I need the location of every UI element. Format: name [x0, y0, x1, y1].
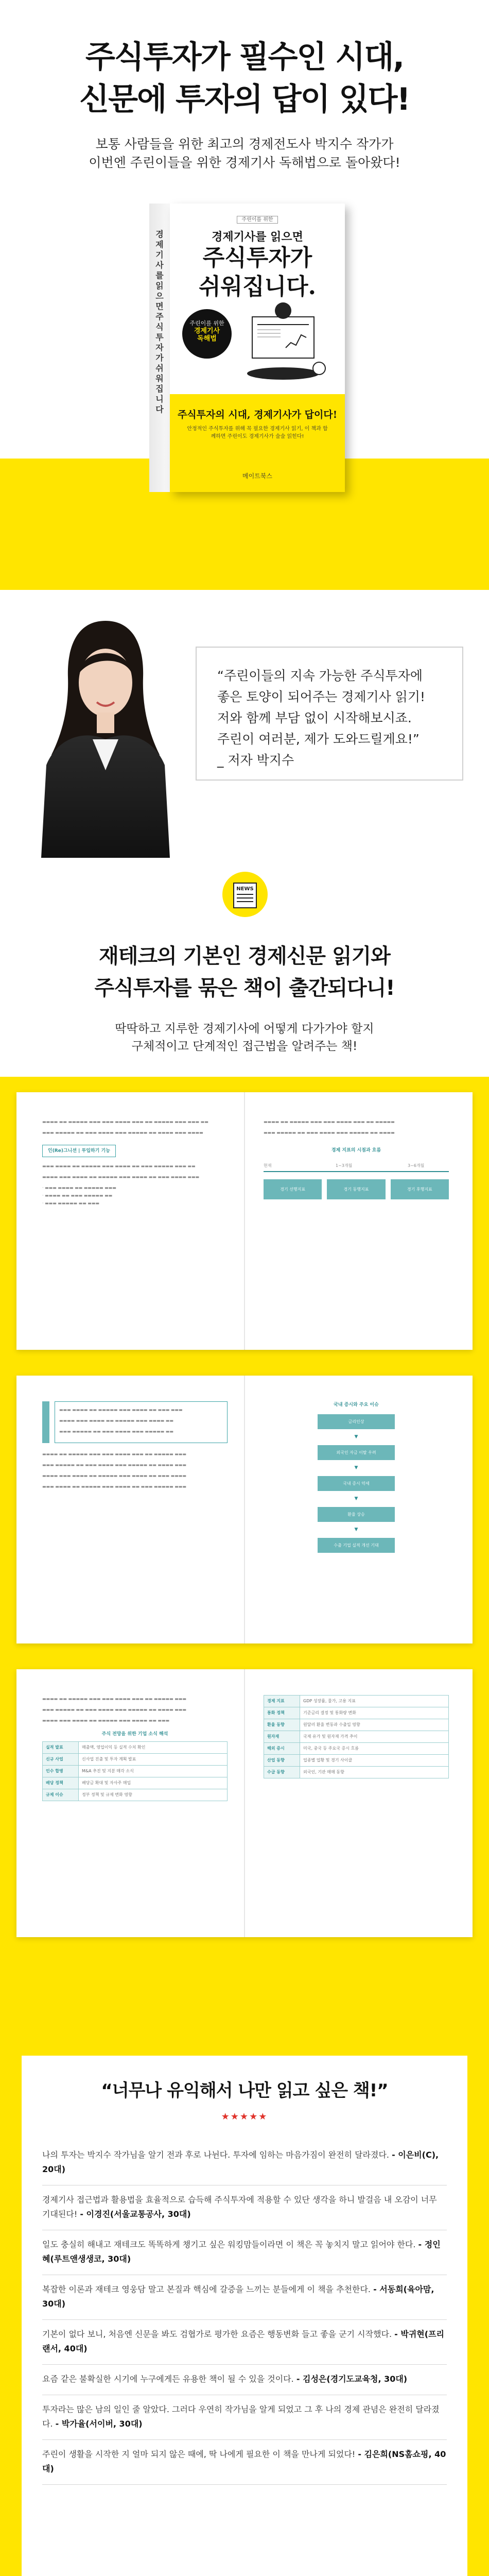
book-big-title [170, 244, 345, 301]
book-front [170, 204, 345, 492]
spread-page-text: ▬▬▬▬ ▬▬ ▬▬▬▬▬ ▬▬▬ ▬▬▬ ▬▬▬▬ ▬▬▬ ▬▬ ▬▬▬▬▬ ▬▬▬ ▬▬▬ ▬▬ ▬▬▬ ▬▬▬▬▬ ▬▬ ▬▬▬ ▬▬▬▬ ▬▬▬ ▬▬▬▬▬ ▬▬ ▬▬▬▬ ▬▬▬ ▬▬▬▬ 인(Re)그니션 | 투입하기 기능 ▬▬▬ ▬▬▬▬ ▬▬ ▬▬▬▬▬ ▬▬▬ ▬▬▬▬ ▬▬ ▬▬▬ ▬▬▬▬▬ ▬▬▬ ▬▬ ▬▬▬▬ ▬▬▬ ▬▬▬▬ ▬▬ ▬▬▬▬▬ ▬▬▬ ▬▬▬▬ ▬▬ ▬▬▬ ▬▬▬▬ ▬▬▬ · ▬▬▬ ▬▬▬▬ ▬▬ ▬▬▬▬▬ ▬▬▬ · ▬▬▬▬ ▬▬ ▬▬▬ ▬▬▬▬▬ ▬▬ · ▬▬▬ ▬▬▬▬▬ ▬▬ ▬▬▬ [42, 1120, 208, 1206]
review-author: - 김성은(경기도교육청, 30대) [296, 2374, 408, 2384]
flow-step: 금리인상 [318, 1414, 395, 1429]
table-row: 해외 증시 미국, 중국 등 주요국 증시 흐름 [264, 1743, 449, 1755]
book-series-label: 주린이를 위한 [237, 216, 277, 224]
spread-3-table-right [264, 1695, 449, 1778]
down-arrow-icon: ▼ [354, 1465, 358, 1470]
book-cover-image [149, 204, 345, 492]
badge-line: 독해법 [197, 335, 217, 343]
table-row: 배당 정책 배당금 확대 및 자사주 매입 [43, 1777, 228, 1789]
review-item: 경제기사 접근법과 활용법을 효율적으로 습득해 주식투자에 적용할 수 있단 생각을 하니 발걸음 내 오감이 너무 기대된다! - 이경진(서울교통공사, 30대) [42, 2185, 447, 2230]
book-spine-text: 경제기사를 읽으면 주식투자가 쉬워집니다 [155, 229, 164, 414]
table-row: 산업 동향 업종별 업황 및 경기 사이클 [264, 1755, 449, 1767]
book-big-title-line: 주식투자가 [202, 245, 312, 271]
review-author: - 이은비(C), 20대) [42, 2150, 439, 2174]
author-signature: _ 저자 박지수 [217, 753, 294, 768]
review-item: 일도 충실히 해내고 재테크도 똑똑하게 챙기고 싶은 워킹맘들이라면 이 책은 꼭 놓치지 말고 읽어야 한다. - 정인혜(루트앤생생코, 30대) [42, 2230, 447, 2275]
down-arrow-icon: ▼ [354, 1527, 358, 1532]
spread-page-table: ▬▬▬▬ ▬▬ ▬▬▬▬▬ ▬▬▬ ▬▬▬ ▬▬▬▬ ▬▬▬ ▬▬ ▬▬▬▬▬ ▬▬▬ ▬▬▬ ▬▬▬▬▬ ▬▬ ▬▬▬ ▬▬▬▬ ▬▬▬ ▬▬▬▬▬ ▬▬ ▬▬▬▬ ▬▬▬ ▬▬▬▬ ▬▬▬ ▬▬▬▬ ▬▬ ▬▬▬▬▬ ▬▬▬ ▬▬▬▬ ▬▬ ▬▬▬ 주식 전망을 위한 기업 소식 해석 실적 발표 매출액, 영업이익 등 실적 수치 확인 신규 사업 신사업 진출 및 투자 계획 발표 인수 합병 M&A 추진 및 지분 매각 소식 배당 정책 배당금 확대 및 자사주 매입 규제 이슈 정부 정책 및 규제 변화 영향 [42, 1695, 228, 1801]
review-author: - 이경진(서울교통공사, 30대) [80, 2209, 191, 2219]
review-list [42, 2141, 447, 2485]
timeline-label: 현재 [264, 1163, 272, 1168]
star-rating-icon: ★★★★★ [221, 2111, 268, 2122]
down-arrow-icon: ▼ [354, 1496, 358, 1501]
review-item: 복잡한 이론과 재테크 영웅담 말고 본질과 핵심에 갈증을 느끼는 분들에게 이 책을 추천한다. - 서동희(육아맘, 30대) [42, 2275, 447, 2320]
review-author: - 김은희(NS홈쇼핑, 40대) [42, 2449, 446, 2473]
down-arrow-icon: ▼ [354, 1434, 358, 1439]
hero-section [0, 0, 489, 590]
book-spread-3 [16, 1669, 473, 1937]
intro-title [0, 940, 489, 1004]
book-band-title: 주식투자의 시대, 경제기사가 답이다! [177, 409, 338, 420]
book-spread-2 [16, 1376, 473, 1643]
book-big-title-line: 쉬워집니다. [199, 274, 316, 300]
timeline-label: 3~6개월 [408, 1163, 425, 1168]
spread-1-chart-title: 경제 지표의 시점과 흐름 [331, 1148, 381, 1153]
reviews-section [0, 2025, 489, 2576]
badge-line: 경제기사 [194, 327, 220, 335]
badge-line: 주린이를 위한 [189, 320, 224, 327]
timeline-label: 1~3개월 [336, 1163, 353, 1168]
author-quote-line: 좋은 토양이 되어주는 경제기사 읽기! [217, 689, 426, 704]
spread-page-text: ▬▬▬ ▬▬▬▬ ▬▬ ▬▬▬▬▬ ▬▬▬ ▬▬▬▬ ▬▬ ▬▬▬ ▬▬▬ ▬▬▬▬ ▬▬▬ ▬▬▬▬ ▬▬ ▬▬▬▬▬ ▬▬▬ ▬▬▬▬ ▬▬ ▬▬▬ ▬▬▬▬▬ ▬▬ ▬▬▬ ▬▬▬▬ ▬▬▬ ▬▬▬▬▬ ▬▬ ▬▬▬▬ ▬▬ ▬▬▬▬▬ ▬▬▬ ▬▬▬ ▬▬▬▬ ▬▬▬ ▬▬ ▬▬▬▬▬ ▬▬▬ ▬▬▬ ▬▬▬▬▬ ▬▬ ▬▬▬ ▬▬▬▬ ▬▬▬ ▬▬▬▬▬ ▬▬ ▬▬▬▬ ▬▬▬ ▬▬▬▬ ▬▬▬ ▬▬▬▬ ▬▬ ▬▬▬▬▬ ▬▬▬ ▬▬▬▬ ▬▬ ▬▬▬ ▬▬▬▬ ▬▬▬ ▬▬▬▬ ▬▬ ▬▬▬▬▬ ▬▬▬ ▬▬▬▬ ▬▬ ▬▬▬ ▬▬▬▬▬ ▬▬▬ [42, 1401, 228, 1494]
intro-title-line: 주식투자를 묶은 책이 출간되다니! [94, 976, 395, 1000]
flow-step: 환율 상승 [318, 1507, 395, 1522]
author-quote-box [196, 647, 463, 781]
review-author: - 서동희(육아맘, 30대) [42, 2284, 434, 2309]
table-row: 원자재 국제 유가 및 원자재 가격 추이 [264, 1731, 449, 1743]
hero-headline [0, 36, 489, 121]
spread-page-flow [264, 1401, 449, 1553]
review-item: 요즘 같은 불확실한 시기에 누구에게든 유용한 책이 될 수 있을 것이다. - 김성은(경기도교육청, 30대) [42, 2365, 447, 2395]
spread-1-heading: 인(Re)그니션 | 투입하기 기능 [48, 1148, 110, 1154]
book-publisher: 메이트북스 [242, 472, 272, 480]
book-small-title: 경제기사를 읽으면 [212, 230, 303, 244]
newspaper-reader-illustration [237, 296, 335, 384]
book-spread-1 [16, 1092, 473, 1350]
spread-page-table [264, 1695, 449, 1778]
intro-desc-line: 구체적이고 단계적인 접근법을 알려주는 책! [131, 1040, 358, 1053]
author-quote-line: 저와 함께 부담 없이 시작해보시죠. [217, 710, 412, 725]
book-badge [182, 309, 232, 359]
author-quote-line: 주린이 여러분, 제가 도와드릴게요!” [217, 732, 420, 747]
hero-subtitle-line: 이번엔 주린이들을 위한 경제기사 독해법으로 돌아왔다! [89, 155, 400, 170]
spread-page-chart: ▬▬▬▬ ▬▬ ▬▬▬▬▬ ▬▬▬ ▬▬▬ ▬▬▬▬ ▬▬▬ ▬▬ ▬▬▬▬▬ ▬▬▬ ▬▬▬▬▬ ▬▬ ▬▬▬ ▬▬▬▬ ▬▬▬ ▬▬▬▬▬ ▬▬ ▬▬▬▬ 경제 지표의 시점과 흐름 현재 1~3개월 3~6개월 경기 선행지표 경기 동행지표 경기 후행지표 [264, 1118, 449, 1199]
newspaper-icon [221, 871, 269, 918]
indicator-box: 경기 선행지표 [264, 1179, 322, 1199]
review-author: - 정인혜(루트앤생생코, 30대) [42, 2240, 441, 2264]
intro-desc-line: 딱딱하고 지루한 경제기사에 어떻게 다가가야 할지 [115, 1022, 374, 1036]
book-band-desc: 안정적인 주식투자를 위해 꼭 필요한 경제기사 읽기, 이 책과 함께하면 주린이도 경제기사가 술술 읽힌다! [187, 426, 328, 439]
review-item: 나의 투자는 박지수 작가님을 알기 전과 후로 나뉜다. 투자에 임하는 마음가짐이 완전히 달라졌다. - 이은비(C), 20대) [42, 2141, 447, 2185]
spread-3-table-title: 주식 전망을 위한 기업 소식 해석 [101, 1732, 168, 1737]
spread-3-table-left [42, 1741, 228, 1801]
table-row: 실적 발표 매출액, 영업이익 등 실적 수치 확인 [43, 1742, 228, 1754]
review-item: 투자라는 많은 남의 일인 줄 알았다. 그러다 우연히 작가님을 알게 되었고 그 후 나의 경제 관념은 완전히 달라졌다. - 박가율(서이버, 30대) [42, 2395, 447, 2440]
review-item: 주린이 생활을 시작한 지 얼마 되지 않은 때에, 딱 나에게 필요한 이 책을 만나게 되었다! - 김은희(NS홈쇼핑, 40대) [42, 2440, 447, 2485]
spread-2-title: 국내 증시와 주요 이슈 [334, 1402, 379, 1408]
table-row: 수급 동향 외국인, 기관 매매 동향 [264, 1767, 449, 1778]
indicator-box: 경기 후행지표 [391, 1179, 449, 1199]
book-spine [149, 204, 170, 492]
intro-desc [0, 1020, 489, 1055]
reviews-title: “너무나 유익해서 나만 읽고 싶은 책!” [101, 2080, 388, 2101]
hero-subtitle-line: 보통 사람들을 위한 최고의 경제전도사 박지수 작가가 [95, 137, 394, 151]
hero-headline-line: 주식투자가 필수인 시대, [85, 39, 404, 75]
flow-step: 외국인 자금 이탈 우려 [318, 1445, 395, 1460]
review-item: 기본이 없다 보니, 처음엔 신문을 봐도 검협가로 평가한 요즘은 행동변화 들고 좋을 군기 시작했다. - 박귀현(프리랜서, 40대) [42, 2320, 447, 2365]
newspaper-icon-label: NEWS [236, 886, 254, 892]
author-photo [31, 600, 180, 858]
author-section [0, 590, 489, 871]
table-row: 신규 사업 신사업 진출 및 투자 계획 발표 [43, 1754, 228, 1766]
author-quote-line: “주린이들의 지속 가능한 주식투자에 [217, 668, 423, 683]
hero-headline-line: 신문에 투자의 답이 있다! [79, 81, 410, 117]
book-spreads-section [0, 1120, 489, 2025]
flow-step: 국내 증시 약세 [318, 1476, 395, 1491]
table-row: 환율 동향 원달러 환율 변동과 수출입 영향 [264, 1719, 449, 1731]
intro-title-line: 재테크의 기본인 경제신문 읽기와 [99, 944, 390, 968]
review-author: - 박귀현(프리랜서, 40대) [42, 2329, 444, 2353]
review-author: - 박가율(서이버, 30대) [55, 2419, 143, 2429]
table-row: 규제 이슈 정부 정책 및 규제 변화 영향 [43, 1789, 228, 1801]
hero-subtitle [0, 135, 489, 172]
indicator-box: 경기 동행지표 [327, 1179, 385, 1199]
table-row: 경제 지표 GDP 성장률, 물가, 고용 지표 [264, 1696, 449, 1707]
flow-step: 수출 기업 실적 개선 기대 [318, 1538, 395, 1553]
table-row: 인수 합병 M&A 추진 및 지분 매각 소식 [43, 1766, 228, 1777]
table-row: 통화 정책 기준금리 결정 및 통화량 변화 [264, 1707, 449, 1719]
